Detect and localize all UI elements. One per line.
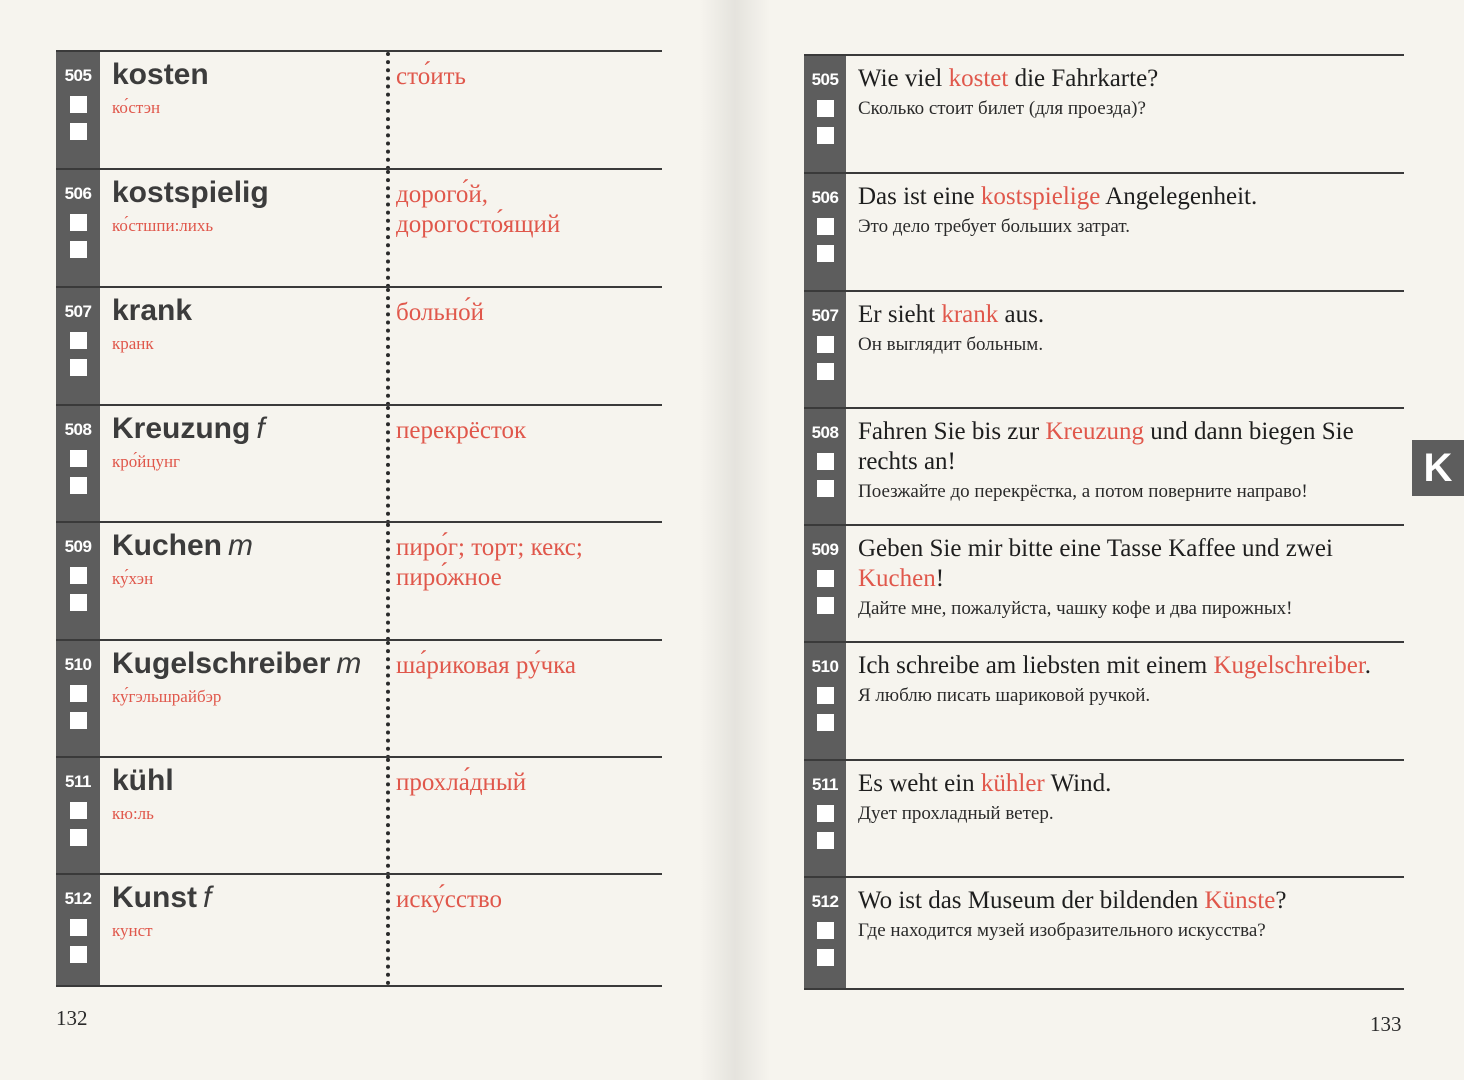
- dotted-divider: [386, 523, 390, 641]
- dotted-divider: [386, 641, 390, 759]
- review-checkbox[interactable]: [817, 245, 834, 262]
- german-word-text: krank: [112, 294, 193, 327]
- sentence-after: Wind.: [1044, 770, 1112, 797]
- dotted-divider: [386, 406, 390, 524]
- german-word-text: Kreuzung: [112, 412, 251, 445]
- german-word: [112, 881, 211, 915]
- german-word: [112, 58, 215, 92]
- example-entry: [804, 876, 1404, 990]
- review-checkbox[interactable]: [817, 714, 834, 731]
- sentence-after: .: [1364, 652, 1372, 679]
- entry-strip: [56, 288, 100, 406]
- russian-sentence: Где находится музей изобразительного искусства?: [858, 920, 1266, 941]
- entry-strip: [56, 641, 100, 759]
- russian-sentence: Я люблю писать шариковой ручкой.: [858, 685, 1151, 706]
- highlighted-word: kühler: [980, 770, 1045, 797]
- german-sentence: [858, 417, 1410, 477]
- gender-marker: m: [228, 529, 254, 562]
- german-word-text: kühl: [112, 764, 174, 797]
- german-sentence: [858, 64, 1410, 94]
- entry-number: 512: [64, 889, 92, 908]
- review-checkbox[interactable]: [817, 949, 834, 966]
- entry-strip: [56, 406, 100, 524]
- gender-marker: f: [203, 881, 212, 914]
- sentence-before: Es weht ein: [858, 770, 981, 797]
- entry-number: 507: [64, 302, 92, 321]
- german-word: [112, 764, 180, 798]
- pronunciation: кю:ль: [112, 804, 154, 823]
- dotted-divider: [386, 875, 390, 985]
- example-entry: [804, 759, 1404, 879]
- highlighted-word: krank: [941, 301, 999, 328]
- german-word-text: kostspielig: [112, 176, 269, 209]
- example-entry: [804, 172, 1404, 292]
- german-sentence: [858, 886, 1410, 916]
- german-word: [112, 647, 361, 681]
- dotted-divider: [386, 170, 390, 288]
- pronunciation: кранк: [112, 334, 154, 353]
- dotted-divider: [386, 288, 390, 406]
- sentence-before: Wo ist das Museum der bildenden: [858, 887, 1205, 914]
- german-word: [112, 294, 198, 328]
- review-checkbox[interactable]: [70, 96, 87, 113]
- russian-sentence: Это дело требует больших затрат.: [858, 216, 1130, 237]
- review-checkbox[interactable]: [817, 832, 834, 849]
- pronunciation: ку́гэльшрайбэр: [112, 687, 222, 706]
- entry-number: 512: [811, 892, 839, 911]
- review-checkbox[interactable]: [70, 567, 87, 584]
- review-checkbox[interactable]: [817, 127, 834, 144]
- entry-number: 506: [64, 184, 92, 203]
- review-checkbox[interactable]: [817, 363, 834, 380]
- german-word: [112, 412, 265, 446]
- entry-strip: [56, 52, 100, 170]
- russian-sentence: Сколько стоит билет (для проезда)?: [858, 98, 1146, 119]
- russian-translation: сто́ить: [396, 63, 466, 90]
- review-checkbox[interactable]: [70, 829, 87, 846]
- highlighted-word: Kuchen: [858, 565, 936, 592]
- page-number-right: 133: [1370, 1012, 1402, 1036]
- russian-translation: иску́сство: [396, 886, 503, 913]
- german-word-text: Kuchen: [112, 529, 223, 562]
- vocab-entry: [56, 286, 662, 406]
- russian-translation: перекрёсток: [396, 417, 527, 444]
- gender-marker: m: [336, 647, 362, 680]
- entry-strip: [804, 292, 846, 410]
- entry-strip: [804, 409, 846, 527]
- highlighted-word: Kreuzung: [1045, 418, 1145, 445]
- german-word: [112, 529, 253, 563]
- highlighted-word: Künste: [1204, 887, 1276, 914]
- entry-number: 510: [811, 657, 839, 676]
- russian-sentence: Он выглядит больным.: [858, 334, 1044, 355]
- entry-strip: [56, 758, 100, 876]
- russian-translation: пиро́г; торт; кекс; пиро́жное: [396, 534, 583, 591]
- example-entry: [804, 407, 1404, 527]
- review-checkbox[interactable]: [817, 480, 834, 497]
- pronunciation: ко́стшпи:лихь: [112, 216, 214, 235]
- pronunciation: ко́стэн: [112, 98, 161, 117]
- sentence-after: Angelegenheit.: [1100, 183, 1258, 210]
- german-sentence: [858, 651, 1410, 681]
- review-checkbox[interactable]: [70, 594, 87, 611]
- entry-strip: [804, 878, 846, 988]
- russian-translation: дорого́й, дорогосто́ящий: [396, 181, 561, 238]
- russian-translation: прохла́дный: [396, 769, 527, 796]
- entry-number: 507: [811, 306, 839, 325]
- example-entry: [804, 524, 1404, 644]
- sentence-after: !: [935, 565, 945, 592]
- sentence-before: Ich schreibe am liebsten mit einem: [858, 652, 1214, 679]
- entry-number: 511: [65, 772, 91, 791]
- entry-strip: [56, 523, 100, 641]
- entry-strip: [804, 56, 846, 174]
- sentence-before: Wie viel: [858, 65, 949, 92]
- sentence-after: die Fahrkarte?: [1008, 65, 1159, 92]
- pronunciation: ку́хэн: [112, 569, 154, 588]
- entry-strip: [804, 761, 846, 879]
- example-entry: [804, 641, 1404, 761]
- review-checkbox[interactable]: [817, 687, 834, 704]
- left-page: [0, 0, 720, 1080]
- vocab-entry: [56, 521, 662, 641]
- german-word-text: kosten: [112, 58, 209, 91]
- russian-sentence: Дайте мне, пожалуйста, чашку кофе и два пирожных!: [858, 598, 1293, 619]
- german-sentence: [858, 534, 1410, 594]
- entry-number: 506: [811, 188, 839, 207]
- vocab-entry: [56, 404, 662, 524]
- review-checkbox[interactable]: [817, 336, 834, 353]
- russian-sentence: Дует прохладный ветер.: [858, 803, 1054, 824]
- highlighted-word: Kugelschreiber: [1213, 652, 1365, 679]
- dotted-divider: [386, 758, 390, 876]
- page-number-left: 132: [56, 1006, 88, 1030]
- german-sentence: [858, 182, 1410, 212]
- entry-number: 510: [64, 655, 92, 674]
- review-checkbox[interactable]: [817, 597, 834, 614]
- entry-number: 511: [812, 775, 838, 794]
- review-checkbox[interactable]: [70, 712, 87, 729]
- entry-number: 505: [811, 70, 839, 89]
- highlighted-word: kostet: [948, 65, 1009, 92]
- sentence-after: und dann biegen Sie rechts an!: [858, 418, 1354, 475]
- review-checkbox[interactable]: [817, 922, 834, 939]
- review-checkbox[interactable]: [70, 919, 87, 936]
- vocab-entry: [56, 50, 662, 170]
- review-checkbox[interactable]: [817, 100, 834, 117]
- sentence-before: Das ist eine: [858, 183, 981, 210]
- highlighted-word: kostspielige: [980, 183, 1101, 210]
- review-checkbox[interactable]: [70, 123, 87, 140]
- review-checkbox[interactable]: [70, 946, 87, 963]
- dotted-divider: [386, 52, 390, 170]
- entry-strip: [804, 643, 846, 761]
- review-checkbox[interactable]: [70, 359, 87, 376]
- review-checkbox[interactable]: [70, 685, 87, 702]
- letter-tab: K: [1412, 440, 1464, 496]
- german-word-text: Kugelschreiber: [112, 647, 331, 680]
- russian-translation: ша́риковая ру́чка: [396, 652, 577, 679]
- sentence-after: ?: [1275, 887, 1287, 914]
- entry-number: 508: [811, 423, 839, 442]
- review-checkbox[interactable]: [817, 570, 834, 587]
- example-entry: [804, 290, 1404, 410]
- review-checkbox[interactable]: [817, 453, 834, 470]
- entry-strip: [56, 170, 100, 288]
- vocab-entry: [56, 756, 662, 876]
- right-page: [744, 0, 1464, 1080]
- review-checkbox[interactable]: [70, 241, 87, 258]
- pronunciation: кунст: [112, 921, 153, 940]
- german-word: [112, 176, 275, 210]
- russian-sentence: Поезжайте до перекрёстка, а потом поверните направо!: [858, 481, 1308, 502]
- pronunciation: кро́йцунг: [112, 452, 181, 471]
- entry-strip: [804, 174, 846, 292]
- entry-strip: [804, 526, 846, 644]
- sentence-before: Geben Sie mir bitte eine Tasse Kaffee und zwei: [858, 535, 1333, 562]
- entry-number: 508: [64, 420, 92, 439]
- russian-translation: больно́й: [396, 299, 485, 326]
- review-checkbox[interactable]: [70, 477, 87, 494]
- gender-marker: f: [256, 412, 265, 445]
- review-checkbox[interactable]: [817, 805, 834, 822]
- sentence-before: Fahren Sie bis zur: [858, 418, 1046, 445]
- entry-number: 509: [64, 537, 92, 556]
- review-checkbox[interactable]: [70, 214, 87, 231]
- review-checkbox[interactable]: [70, 332, 87, 349]
- vocab-entry: [56, 168, 662, 288]
- german-sentence: [858, 300, 1410, 330]
- review-checkbox[interactable]: [70, 802, 87, 819]
- entry-number: 505: [64, 66, 92, 85]
- vocab-entry: [56, 639, 662, 759]
- vocab-entry: [56, 873, 662, 987]
- example-entry: [804, 54, 1404, 174]
- sentence-before: Er sieht: [858, 301, 942, 328]
- sentence-after: aus.: [998, 301, 1045, 328]
- review-checkbox[interactable]: [70, 450, 87, 467]
- german-sentence: [858, 769, 1410, 799]
- review-checkbox[interactable]: [817, 218, 834, 235]
- entry-number: 509: [811, 540, 839, 559]
- german-word-text: Kunst: [112, 881, 197, 914]
- entry-strip: [56, 875, 100, 985]
